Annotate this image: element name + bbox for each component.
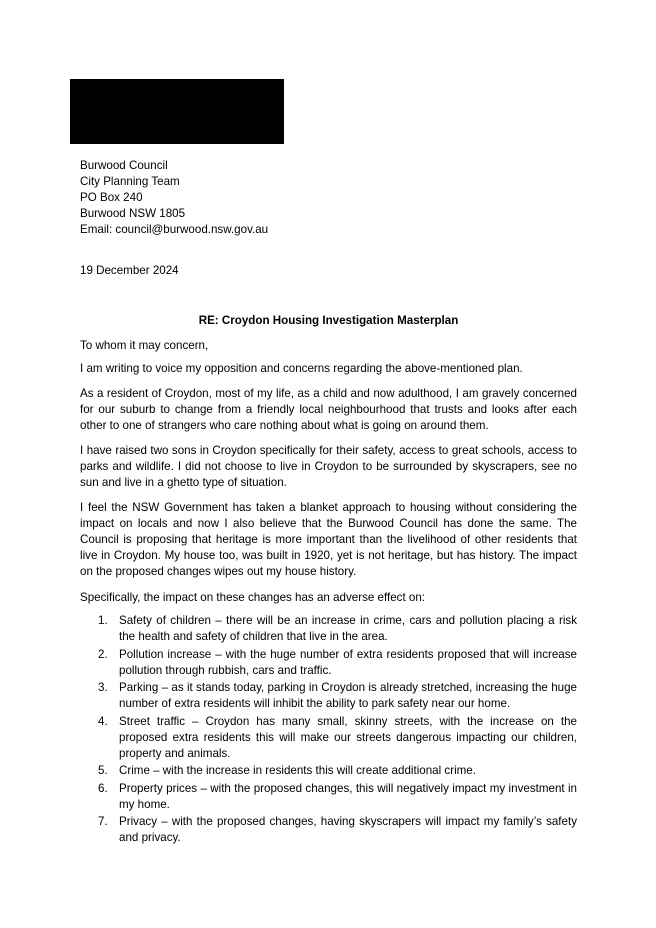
list-item-number: 7.: [98, 815, 108, 828]
paragraph-intro: I am writing to voice my opposition and concerns regarding the above-mentioned plan.: [80, 362, 523, 375]
list-item-number: 4.: [98, 714, 108, 728]
list-item-text: Parking – as it stands today, parking in Croydon is already stretched, increasing the huge number of extra residents will inhibit the ability to park safety near our home.: [119, 681, 577, 710]
letter-subject: RE: Croydon Housing Investigation Masterplan: [198, 314, 459, 327]
redaction-block: [70, 79, 284, 144]
address-email-line: Email: council@burwood.nsw.gov.au: [80, 223, 269, 236]
list-item: [80, 814, 577, 846]
list-item: [80, 714, 577, 762]
list-item-number: 3.: [98, 681, 108, 694]
paragraph-impacts-intro: Specifically, the impact on these changes has an adverse effect on:: [80, 591, 426, 604]
address-line: Burwood NSW 1805: [80, 207, 186, 220]
address-line: Burwood Council: [80, 159, 168, 172]
list-item-number: 6.: [98, 781, 108, 795]
address-line: PO Box 240: [80, 191, 143, 204]
list-item-text: Property prices – with the proposed changes, this will negatively impact my investment in my home.: [119, 781, 577, 811]
letter-date: 19 December 2024: [80, 264, 179, 277]
list-item-number: 2.: [98, 647, 108, 661]
list-item-number: 5.: [98, 764, 108, 777]
list-item: [80, 781, 577, 813]
list-item-number: 1.: [98, 614, 108, 627]
list-item-text: Street traffic – Croydon has many small, skinny streets, with the increase on the proposed extra residents this will make our streets dangerous impacting our children, property and animals.: [119, 714, 577, 760]
recipient-address: [80, 158, 268, 238]
list-item: [80, 613, 577, 645]
list-item: [80, 680, 577, 712]
paragraph-family: I have raised two sons in Croydon specifically for their safety, access to great schools, access to parks and wildlife. I did not choose to live in Croydon to be surrounded by skyscrapers, see no sun and live in a ghetto type of situation.: [80, 444, 577, 489]
impacts-list: [80, 613, 577, 848]
salutation: To whom it may concern,: [80, 339, 209, 352]
address-line: City Planning Team: [80, 175, 180, 188]
paragraph-government: I feel the NSW Government has taken a blanket approach to housing without considering the impact on locals and now I also believe that the Burwood Council has done the same. The Council is proposing that heritage is more important than the livelihood of other residents that live in Croydon. My house too, was built in 1920, yet is not heritage, but has history. The impact on the proposed changes wipes out my house history.: [80, 501, 577, 578]
paragraph-resident: As a resident of Croydon, most of my life, as a child and now adulthood, I am gravely concerned for our suburb to change from a friendly local neighbourhood that trusts and looks after each other to one of strangers who care nothing about what is going on around them.: [80, 387, 577, 432]
list-item-text: Crime – with the increase in residents this will create additional crime.: [119, 764, 476, 777]
list-item-text: Pollution increase – with the huge number of extra residents proposed that will increase pollution through rubbish, cars and traffic.: [119, 647, 577, 677]
list-item-text: Safety of children – there will be an increase in crime, cars and pollution placing a risk the health and safety of children that live in the area.: [119, 614, 577, 643]
list-item: [80, 763, 577, 779]
list-item-text: Privacy – with the proposed changes, having skyscrapers will impact my family’s safety and privacy.: [119, 815, 577, 844]
list-item: [80, 647, 577, 679]
